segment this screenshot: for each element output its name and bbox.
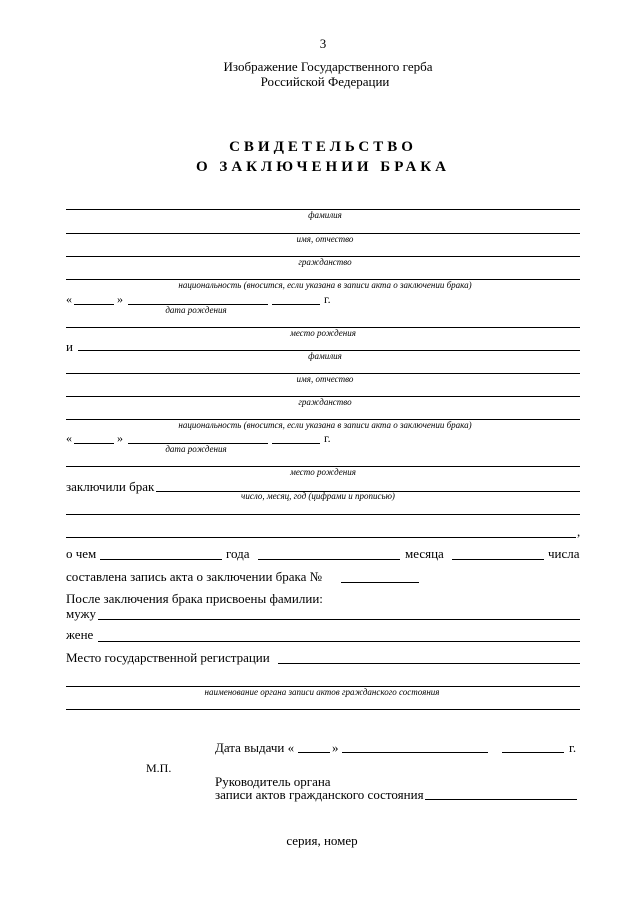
emblem-placeholder-line2: Российской Федерации	[260, 74, 390, 89]
registration-place-line[interactable]	[278, 663, 580, 664]
comma: ,	[577, 524, 581, 539]
dob-day-line-2[interactable]	[74, 443, 114, 444]
married-date-line-2[interactable]	[66, 514, 580, 515]
dob-year-line-2[interactable]	[272, 443, 320, 444]
issue-day-line[interactable]	[298, 752, 330, 753]
dob-close-quote-2: »	[117, 431, 123, 445]
dob-open-quote-1: «	[66, 292, 72, 306]
and-label: и	[66, 339, 73, 354]
married-date-caption: число, месяц, год (цифрами и прописью)	[241, 491, 395, 501]
surname-caption-1: фамилия	[308, 210, 342, 220]
registration-org-line-2[interactable]	[66, 709, 580, 710]
name-caption-1: имя, отчество	[296, 234, 354, 244]
issue-year-line[interactable]	[502, 752, 564, 753]
emblem-placeholder-line1: Изображение Государственного герба	[223, 59, 433, 74]
nationality-caption-2: национальность (вносится, если указана в записи акта о заключении брака)	[178, 420, 472, 430]
act-record-label: составлена запись акта о заключении брака №	[66, 569, 323, 584]
issue-date-label: Дата выдачи «	[215, 740, 295, 755]
record-month-line[interactable]	[258, 559, 400, 560]
birthplace-caption-2: место рождения	[290, 467, 356, 477]
wife-surname-line[interactable]	[98, 641, 580, 642]
surnames-heading: После заключения брака присвоены фамилии:	[66, 591, 323, 606]
citizenship-caption-2: гражданство	[298, 397, 352, 407]
birthplace-caption-1: место рождения	[290, 328, 356, 338]
about-label: о чем	[66, 546, 97, 561]
husband-surname-line[interactable]	[98, 619, 580, 620]
registration-place-label: Место государственной регистрации	[66, 650, 270, 665]
stamp-label: М.П.	[146, 761, 172, 775]
page-number: 3	[319, 36, 327, 51]
head-title-line2: записи актов гражданского состояния	[215, 787, 424, 802]
head-signature-line[interactable]	[425, 799, 577, 800]
issue-month-line[interactable]	[342, 752, 488, 753]
dob-caption-1: дата рождения	[165, 305, 227, 315]
surname-caption-2: фамилия	[308, 351, 342, 361]
dob-year-suffix-1: г.	[324, 292, 331, 306]
day-label: числа	[548, 546, 580, 561]
document-title: СВИДЕТЕЛЬСТВО	[229, 139, 417, 155]
wife-label: жене	[66, 627, 94, 642]
year-label: года	[226, 546, 250, 561]
issue-year-suffix: г.	[569, 740, 577, 755]
dob-caption-2: дата рождения	[165, 444, 227, 454]
issue-close-quote: »	[332, 740, 339, 755]
dob-day-line-1[interactable]	[74, 304, 114, 305]
dob-year-suffix-2: г.	[324, 431, 331, 445]
record-year-line[interactable]	[100, 559, 222, 560]
series-number-label: серия, номер	[286, 833, 358, 848]
nationality-caption-1: национальность (вносится, если указана в записи акта о заключении брака)	[178, 280, 472, 290]
record-day-line[interactable]	[452, 559, 544, 560]
married-date-line-3[interactable]	[66, 537, 576, 538]
name-caption-2: имя, отчество	[296, 374, 354, 384]
act-number-line[interactable]	[341, 582, 419, 583]
husband-label: мужу	[66, 606, 97, 621]
month-label: месяца	[405, 546, 444, 561]
citizenship-caption-1: гражданство	[298, 257, 352, 267]
document-subtitle: О ЗАКЛЮЧЕНИИ БРАКА	[195, 159, 451, 175]
dob-open-quote-2: «	[66, 431, 72, 445]
dob-year-line-1[interactable]	[272, 304, 320, 305]
dob-close-quote-1: »	[117, 292, 123, 306]
registration-org-caption: наименование органа записи актов гражданского состояния	[204, 687, 440, 697]
married-label: заключили брак	[66, 479, 155, 494]
head-title-line1: Руководитель органа	[215, 774, 331, 789]
